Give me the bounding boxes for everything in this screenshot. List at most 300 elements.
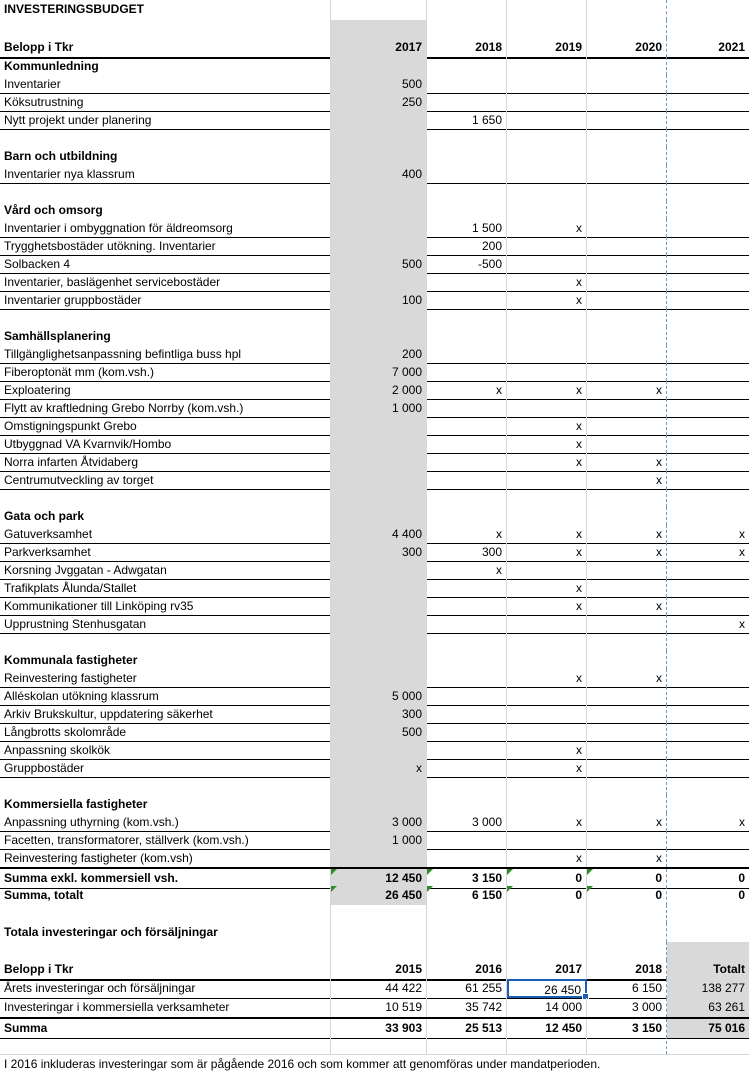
row-label[interactable]: Nytt projekt under planering	[0, 111, 331, 129]
totals-value[interactable]: 138 277	[667, 979, 749, 998]
value-cell[interactable]	[667, 669, 749, 687]
value-cell[interactable]: 250	[331, 93, 427, 111]
value-cell[interactable]	[587, 309, 667, 327]
value-cell[interactable]	[507, 309, 587, 327]
value-cell[interactable]	[667, 75, 749, 93]
row-label[interactable]: Korsning Jvggatan - Adwgatan	[0, 561, 331, 579]
value-cell[interactable]	[667, 471, 749, 489]
value-cell[interactable]	[427, 597, 507, 615]
row-label[interactable]: Utbyggnad VA Kvarnvik/Hombo	[0, 435, 331, 453]
row-label[interactable]: Centrumutveckling av torget	[0, 471, 331, 489]
value-cell[interactable]	[587, 273, 667, 291]
value-cell[interactable]	[507, 489, 587, 507]
row-label[interactable]: Långbrotts skolområde	[0, 723, 331, 741]
row-label[interactable]: Fiberoptonät mm (kom.vsh.)	[0, 363, 331, 381]
value-cell[interactable]	[667, 129, 749, 147]
value-cell[interactable]: 7 000	[331, 363, 427, 381]
value-cell[interactable]	[667, 147, 749, 165]
value-cell[interactable]: x	[587, 849, 667, 867]
value-cell[interactable]: 300	[427, 543, 507, 561]
value-cell[interactable]	[507, 561, 587, 579]
value-cell[interactable]	[667, 363, 749, 381]
value-cell[interactable]	[587, 183, 667, 201]
row-label[interactable]: Trafikplats Ålunda/Stallet	[0, 579, 331, 597]
value-cell[interactable]: x	[507, 597, 587, 615]
value-cell[interactable]	[507, 795, 587, 813]
value-cell[interactable]	[427, 615, 507, 633]
value-cell[interactable]	[587, 237, 667, 255]
value-cell[interactable]	[587, 561, 667, 579]
value-cell[interactable]	[667, 291, 749, 309]
summary-value[interactable]: 0	[738, 871, 745, 885]
value-cell[interactable]	[507, 831, 587, 849]
value-cell[interactable]	[427, 201, 507, 219]
value-cell[interactable]	[667, 579, 749, 597]
value-cell[interactable]	[331, 273, 427, 291]
value-cell[interactable]	[587, 831, 667, 849]
value-cell[interactable]	[507, 687, 587, 705]
value-cell[interactable]	[667, 633, 749, 651]
value-cell[interactable]	[507, 327, 587, 345]
value-cell[interactable]: 3 000	[331, 813, 427, 831]
value-cell[interactable]	[587, 57, 667, 75]
totals-sum-value[interactable]: 12 450	[507, 1019, 587, 1038]
value-cell[interactable]	[427, 471, 507, 489]
value-cell[interactable]	[427, 705, 507, 723]
value-cell[interactable]	[331, 327, 427, 345]
value-cell[interactable]: x	[507, 543, 587, 561]
value-cell[interactable]	[667, 381, 749, 399]
value-cell[interactable]	[427, 435, 507, 453]
value-cell[interactable]	[331, 417, 427, 435]
value-cell[interactable]	[667, 561, 749, 579]
value-cell[interactable]	[667, 489, 749, 507]
value-cell[interactable]: 300	[331, 543, 427, 561]
value-cell[interactable]	[667, 651, 749, 669]
value-cell[interactable]	[507, 507, 587, 525]
section-heading[interactable]: Kommunala fastigheter	[0, 651, 331, 669]
value-cell[interactable]	[427, 165, 507, 183]
row-label[interactable]	[0, 129, 331, 147]
header-2020[interactable]: 2020	[587, 38, 667, 57]
row-label[interactable]: Gatuverksamhet	[0, 525, 331, 543]
value-cell[interactable]	[587, 795, 667, 813]
value-cell[interactable]: 1 650	[427, 111, 507, 129]
totals-header-label[interactable]: Belopp i Tkr	[0, 960, 331, 979]
value-cell[interactable]	[427, 273, 507, 291]
value-cell[interactable]	[331, 111, 427, 129]
value-cell[interactable]	[667, 741, 749, 759]
value-cell[interactable]	[587, 705, 667, 723]
summary-value[interactable]: 0	[738, 888, 745, 902]
value-cell[interactable]	[507, 75, 587, 93]
value-cell[interactable]	[427, 651, 507, 669]
value-cell[interactable]	[507, 471, 587, 489]
value-cell[interactable]: x	[507, 579, 587, 597]
value-cell[interactable]	[331, 147, 427, 165]
row-label[interactable]	[0, 777, 331, 795]
row-label[interactable]: Norra infarten Åtvidaberg	[0, 453, 331, 471]
row-label[interactable]: Inventarier, baslägenhet servicebostäder	[0, 273, 331, 291]
value-cell[interactable]	[507, 147, 587, 165]
value-cell[interactable]	[427, 129, 507, 147]
row-label[interactable]: Inventarier i ombyggnation för äldreomsorg	[0, 219, 331, 237]
totals-header-2015[interactable]: 2015	[331, 960, 427, 979]
section-heading[interactable]: Kommersiella fastigheter	[0, 795, 331, 813]
row-label[interactable]: Anpassning skolkök	[0, 741, 331, 759]
value-cell[interactable]	[507, 399, 587, 417]
value-cell[interactable]	[667, 57, 749, 75]
value-cell[interactable]: x	[507, 417, 587, 435]
value-cell[interactable]	[587, 723, 667, 741]
summary-value[interactable]: 3 150	[427, 869, 507, 888]
summary-label[interactable]: Summa, totalt	[0, 886, 331, 905]
totals-header-total[interactable]: Totalt	[667, 960, 749, 979]
value-cell[interactable]: x	[507, 849, 587, 867]
value-cell[interactable]: 2 000	[331, 381, 427, 399]
totals-sum-value[interactable]: 25 513	[427, 1019, 507, 1038]
value-cell[interactable]	[331, 741, 427, 759]
value-cell[interactable]: 500	[331, 255, 427, 273]
value-cell[interactable]	[427, 399, 507, 417]
value-cell[interactable]: x	[331, 759, 427, 777]
value-cell[interactable]	[427, 849, 507, 867]
totals-heading[interactable]: Totala investeringar och försäljningar	[0, 923, 331, 942]
value-cell[interactable]: -500	[427, 255, 507, 273]
row-label[interactable]: Alléskolan utökning klassrum	[0, 687, 331, 705]
value-cell[interactable]	[331, 777, 427, 795]
section-heading[interactable]: Samhällsplanering	[0, 327, 331, 345]
value-cell[interactable]	[507, 633, 587, 651]
totals-header-2017[interactable]: 2017	[507, 960, 587, 979]
value-cell[interactable]	[331, 669, 427, 687]
totals-value[interactable]: 3 000	[587, 998, 667, 1017]
value-cell[interactable]	[587, 579, 667, 597]
totals-value[interactable]: 6 150	[587, 979, 667, 998]
value-cell[interactable]	[667, 273, 749, 291]
value-cell[interactable]	[507, 111, 587, 129]
footnote[interactable]: I 2016 inkluderas investeringar som är pågående 2016 och som kommer att genomföras under mandatperioden.	[4, 1057, 601, 1071]
value-cell[interactable]: x	[587, 453, 667, 471]
value-cell[interactable]	[587, 417, 667, 435]
value-cell[interactable]	[587, 759, 667, 777]
value-cell[interactable]	[427, 291, 507, 309]
value-cell[interactable]	[587, 93, 667, 111]
value-cell[interactable]: 100	[331, 291, 427, 309]
value-cell[interactable]	[667, 93, 749, 111]
value-cell[interactable]	[587, 201, 667, 219]
sheet-title[interactable]: INVESTERINGSBUDGET	[0, 0, 331, 20]
value-cell[interactable]	[427, 183, 507, 201]
summary-value[interactable]: 0	[587, 869, 667, 888]
value-cell[interactable]	[331, 633, 427, 651]
value-cell[interactable]: x	[427, 525, 507, 543]
value-cell[interactable]: 300	[331, 705, 427, 723]
value-cell[interactable]	[587, 147, 667, 165]
value-cell[interactable]	[331, 795, 427, 813]
value-cell[interactable]	[507, 363, 587, 381]
value-cell[interactable]	[331, 309, 427, 327]
value-cell[interactable]	[331, 57, 427, 75]
selected-cell[interactable]: 26 450	[507, 979, 587, 998]
row-label[interactable]: Parkverksamhet	[0, 543, 331, 561]
value-cell[interactable]	[331, 561, 427, 579]
header-2017[interactable]: 2017	[331, 38, 427, 57]
value-cell[interactable]	[427, 363, 507, 381]
value-cell[interactable]	[507, 723, 587, 741]
row-label[interactable]: Reinvestering fastigheter (kom.vsh)	[0, 849, 331, 867]
value-cell[interactable]	[587, 507, 667, 525]
value-cell[interactable]	[667, 309, 749, 327]
value-cell[interactable]	[667, 399, 749, 417]
summary-value[interactable]: 0	[507, 869, 587, 888]
totals-value[interactable]: 14 000	[507, 998, 587, 1017]
value-cell[interactable]	[507, 93, 587, 111]
section-heading[interactable]: Barn och utbildning	[0, 147, 331, 165]
value-cell[interactable]	[331, 219, 427, 237]
value-cell[interactable]	[667, 795, 749, 813]
row-label[interactable]: Inventarier	[0, 75, 331, 93]
value-cell[interactable]	[427, 831, 507, 849]
value-cell[interactable]	[667, 237, 749, 255]
row-label[interactable]	[0, 489, 331, 507]
row-label[interactable]: Köksutrustning	[0, 93, 331, 111]
row-label[interactable]: Trygghetsbostäder utökning. Inventarier	[0, 237, 331, 255]
value-cell[interactable]	[331, 597, 427, 615]
value-cell[interactable]	[667, 453, 749, 471]
value-cell[interactable]: x	[427, 381, 507, 399]
value-cell[interactable]	[331, 435, 427, 453]
value-cell[interactable]	[667, 183, 749, 201]
totals-sum-value[interactable]: 3 150	[587, 1019, 667, 1038]
value-cell[interactable]	[331, 237, 427, 255]
value-cell[interactable]	[587, 741, 667, 759]
value-cell[interactable]: x	[739, 617, 745, 631]
value-cell[interactable]	[667, 723, 749, 741]
value-cell[interactable]: x	[587, 597, 667, 615]
value-cell[interactable]: x	[507, 759, 587, 777]
row-label[interactable]: Exploatering	[0, 381, 331, 399]
row-label[interactable]: Arkiv Brukskultur, uppdatering säkerhet	[0, 705, 331, 723]
value-cell[interactable]	[587, 165, 667, 183]
value-cell[interactable]	[331, 453, 427, 471]
value-cell[interactable]	[427, 741, 507, 759]
value-cell[interactable]	[331, 471, 427, 489]
value-cell[interactable]: x	[507, 291, 587, 309]
value-cell[interactable]	[587, 489, 667, 507]
value-cell[interactable]: 200	[331, 345, 427, 363]
value-cell[interactable]	[587, 399, 667, 417]
value-cell[interactable]	[427, 147, 507, 165]
value-cell[interactable]: x	[507, 381, 587, 399]
value-cell[interactable]	[667, 255, 749, 273]
row-label[interactable]: Inventarier gruppbostäder	[0, 291, 331, 309]
value-cell[interactable]: x	[587, 471, 667, 489]
value-cell[interactable]	[427, 777, 507, 795]
summary-value[interactable]: 12 450	[331, 869, 427, 888]
value-cell[interactable]: x	[507, 669, 587, 687]
section-heading[interactable]: Vård och omsorg	[0, 201, 331, 219]
value-cell[interactable]	[587, 435, 667, 453]
row-label[interactable]	[0, 309, 331, 327]
totals-row-label[interactable]: Årets investeringar och försäljningar	[0, 979, 331, 998]
value-cell[interactable]	[507, 345, 587, 363]
row-label[interactable]: Upprustning Stenhusgatan	[0, 615, 331, 633]
value-cell[interactable]: x	[507, 453, 587, 471]
value-cell[interactable]	[667, 165, 749, 183]
value-cell[interactable]	[427, 489, 507, 507]
value-cell[interactable]	[507, 615, 587, 633]
value-cell[interactable]	[667, 201, 749, 219]
value-cell[interactable]	[331, 507, 427, 525]
row-label[interactable]	[0, 183, 331, 201]
totals-value[interactable]: 44 422	[331, 979, 427, 998]
value-cell[interactable]	[587, 651, 667, 669]
value-cell[interactable]	[427, 633, 507, 651]
value-cell[interactable]	[667, 435, 749, 453]
totals-header-2018[interactable]: 2018	[587, 960, 667, 979]
value-cell[interactable]	[331, 129, 427, 147]
value-cell[interactable]	[427, 417, 507, 435]
value-cell[interactable]	[587, 777, 667, 795]
value-cell[interactable]	[667, 345, 749, 363]
value-cell[interactable]: 4 400	[331, 525, 427, 543]
value-cell[interactable]: 500	[331, 723, 427, 741]
row-label[interactable]: Flytt av kraftledning Grebo Norrby (kom.vsh.)	[0, 399, 331, 417]
value-cell[interactable]	[587, 75, 667, 93]
totals-value[interactable]: 35 742	[427, 998, 507, 1017]
value-cell[interactable]	[587, 255, 667, 273]
value-cell[interactable]	[587, 363, 667, 381]
value-cell[interactable]	[427, 93, 507, 111]
value-cell[interactable]: x	[507, 525, 587, 543]
value-cell[interactable]: x	[739, 545, 745, 559]
summary-value[interactable]: 0	[587, 886, 667, 905]
header-2018[interactable]: 2018	[427, 38, 507, 57]
section-heading[interactable]: Gata och park	[0, 507, 331, 525]
value-cell[interactable]	[667, 705, 749, 723]
value-cell[interactable]: x	[587, 525, 667, 543]
value-cell[interactable]	[507, 201, 587, 219]
value-cell[interactable]: x	[587, 669, 667, 687]
value-cell[interactable]	[667, 687, 749, 705]
value-cell[interactable]	[427, 309, 507, 327]
value-cell[interactable]: x	[427, 561, 507, 579]
value-cell[interactable]: x	[587, 381, 667, 399]
row-label[interactable]: Solbacken 4	[0, 255, 331, 273]
value-cell[interactable]	[427, 687, 507, 705]
totals-row-label[interactable]: Investeringar i kommersiella verksamheter	[0, 998, 331, 1017]
value-cell[interactable]	[427, 507, 507, 525]
value-cell[interactable]: 3 000	[427, 813, 507, 831]
row-label[interactable]: Gruppbostäder	[0, 759, 331, 777]
row-label[interactable]: Omstigningspunkt Grebo	[0, 417, 331, 435]
value-cell[interactable]	[507, 255, 587, 273]
header-2019[interactable]: 2019	[507, 38, 587, 57]
header-2021[interactable]: 2021	[718, 40, 745, 54]
value-cell[interactable]	[507, 777, 587, 795]
totals-sum-label[interactable]: Summa	[0, 1019, 331, 1038]
value-cell[interactable]	[667, 831, 749, 849]
value-cell[interactable]	[667, 111, 749, 129]
value-cell[interactable]	[667, 759, 749, 777]
value-cell[interactable]	[331, 579, 427, 597]
value-cell[interactable]: 1 500	[427, 219, 507, 237]
value-cell[interactable]	[507, 57, 587, 75]
value-cell[interactable]: x	[739, 527, 745, 541]
value-cell[interactable]	[427, 75, 507, 93]
value-cell[interactable]	[507, 183, 587, 201]
value-cell[interactable]: 5 000	[331, 687, 427, 705]
value-cell[interactable]: 400	[331, 165, 427, 183]
summary-value[interactable]: 6 150	[427, 886, 507, 905]
value-cell[interactable]	[507, 705, 587, 723]
section-heading[interactable]: Kommunledning	[0, 57, 331, 75]
totals-value[interactable]: 63 261	[667, 998, 749, 1017]
row-label[interactable]: Anpassning uthyrning (kom.vsh.)	[0, 813, 331, 831]
value-cell[interactable]	[667, 777, 749, 795]
value-cell[interactable]	[427, 723, 507, 741]
value-cell[interactable]: x	[507, 219, 587, 237]
value-cell[interactable]	[427, 759, 507, 777]
value-cell[interactable]	[427, 453, 507, 471]
value-cell[interactable]	[667, 417, 749, 435]
summary-value[interactable]: 0	[507, 886, 587, 905]
value-cell[interactable]: x	[587, 813, 667, 831]
value-cell[interactable]	[331, 489, 427, 507]
value-cell[interactable]	[667, 597, 749, 615]
value-cell[interactable]	[507, 237, 587, 255]
totals-value[interactable]: 61 255	[427, 979, 507, 998]
totals-sum-value[interactable]: 33 903	[331, 1019, 427, 1038]
value-cell[interactable]: 500	[331, 75, 427, 93]
value-cell[interactable]	[331, 183, 427, 201]
value-cell[interactable]	[427, 795, 507, 813]
value-cell[interactable]	[587, 111, 667, 129]
value-cell[interactable]	[667, 219, 749, 237]
value-cell[interactable]: x	[587, 543, 667, 561]
value-cell[interactable]	[587, 633, 667, 651]
value-cell[interactable]	[507, 651, 587, 669]
row-label[interactable]: Inventarier nya klassrum	[0, 165, 331, 183]
value-cell[interactable]: 1 000	[331, 831, 427, 849]
value-cell[interactable]	[331, 201, 427, 219]
value-cell[interactable]	[667, 507, 749, 525]
value-cell[interactable]	[427, 327, 507, 345]
totals-value[interactable]: 10 519	[331, 998, 427, 1017]
value-cell[interactable]: x	[507, 273, 587, 291]
value-cell[interactable]: x	[739, 815, 745, 829]
value-cell[interactable]	[427, 345, 507, 363]
totals-sum-value[interactable]: 75 016	[667, 1019, 749, 1038]
value-cell[interactable]	[507, 129, 587, 147]
value-cell[interactable]	[667, 327, 749, 345]
value-cell[interactable]	[331, 849, 427, 867]
value-cell[interactable]	[427, 579, 507, 597]
value-cell[interactable]	[587, 687, 667, 705]
value-cell[interactable]	[587, 219, 667, 237]
value-cell[interactable]	[587, 345, 667, 363]
value-cell[interactable]: x	[507, 813, 587, 831]
row-label[interactable]: Kommunikationer till Linköping rv35	[0, 597, 331, 615]
value-cell[interactable]	[507, 165, 587, 183]
value-cell[interactable]	[587, 129, 667, 147]
row-label[interactable]: Reinvestering fastigheter	[0, 669, 331, 687]
value-cell[interactable]	[427, 57, 507, 75]
value-cell[interactable]: 1 000	[331, 399, 427, 417]
value-cell[interactable]	[667, 849, 749, 867]
value-cell[interactable]	[427, 669, 507, 687]
